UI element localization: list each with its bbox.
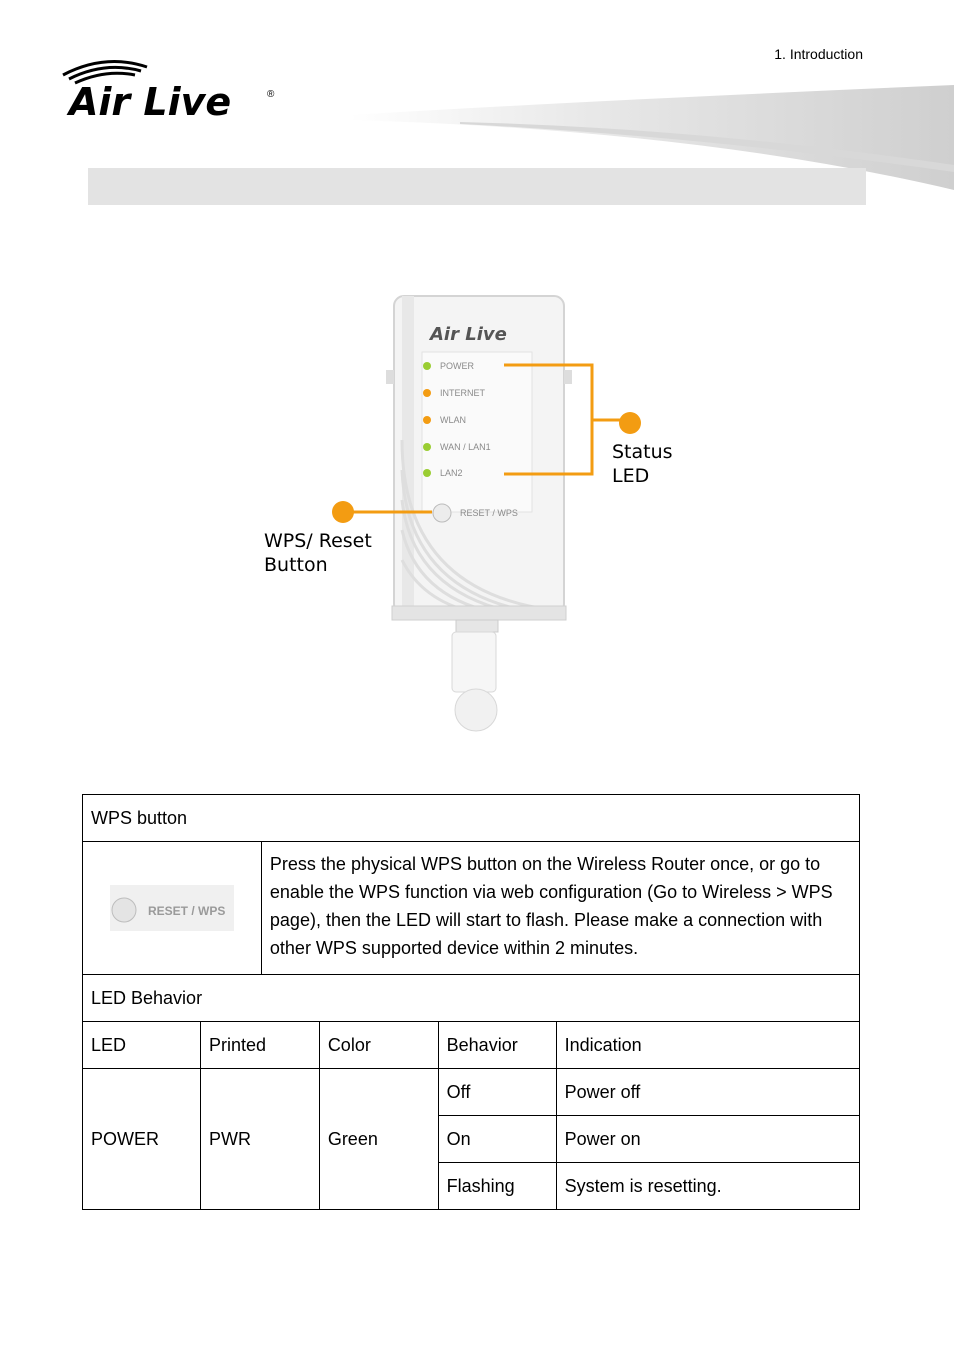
svg-text:Air Live: Air Live bbox=[69, 80, 232, 124]
wps-led-table bbox=[82, 794, 860, 1210]
table-row bbox=[83, 975, 860, 1022]
wps-description: Press the physical WPS button on the Wireless Router once, or go to enable the WPS function via web configuration (Go to Wireless > WPS page), then the LED will start to flash. Please make a connection with other WPS supported device within 2 minutes. bbox=[261, 842, 859, 975]
callout-status-line1: Status bbox=[612, 441, 673, 463]
led-label-internet: INTERNET bbox=[440, 388, 485, 398]
antenna-tip bbox=[455, 689, 497, 731]
led-label-power: POWER bbox=[440, 361, 475, 371]
reset-wps-button-image bbox=[110, 885, 234, 931]
callout-wps-line1: WPS/ Reset bbox=[264, 530, 372, 552]
power-color-cell: Green bbox=[319, 1069, 438, 1210]
wps-heading-cell: WPS button bbox=[83, 795, 860, 842]
led-lan2-indicator bbox=[423, 469, 431, 477]
led-internet-indicator bbox=[423, 389, 431, 397]
led-label-lan2: LAN2 bbox=[440, 468, 463, 478]
led-power-indicator bbox=[423, 362, 431, 370]
behavior-cell: On bbox=[438, 1116, 556, 1163]
table-row bbox=[83, 842, 860, 975]
indication-cell: Power off bbox=[556, 1069, 859, 1116]
led-label-wan: WAN / LAN1 bbox=[440, 442, 491, 452]
led-label-wlan: WLAN bbox=[440, 415, 467, 425]
led-behavior-heading: LED Behavior bbox=[83, 975, 860, 1022]
col-header-color: Color bbox=[319, 1022, 438, 1069]
device-logo: Air Live bbox=[430, 324, 507, 345]
table-row bbox=[83, 1069, 860, 1116]
callout-status-line2: LED bbox=[612, 465, 650, 487]
reset-label: RESET / WPS bbox=[460, 508, 518, 518]
table-header-row bbox=[83, 1022, 860, 1069]
callout-wps-line2: Button bbox=[264, 554, 328, 576]
wps-image-cell bbox=[83, 842, 262, 975]
section-title-bar bbox=[88, 168, 866, 205]
led-wlan-indicator bbox=[423, 416, 431, 424]
indication-cell: Power on bbox=[556, 1116, 859, 1163]
device-figure bbox=[252, 290, 704, 736]
indication-cell: System is resetting. bbox=[556, 1163, 859, 1210]
col-header-behavior: Behavior bbox=[438, 1022, 556, 1069]
led-wan-indicator bbox=[423, 443, 431, 451]
table-row bbox=[83, 795, 860, 842]
svg-text:RESET / WPS: RESET / WPS bbox=[147, 904, 226, 918]
col-header-led: LED bbox=[83, 1022, 201, 1069]
col-header-printed: Printed bbox=[200, 1022, 319, 1069]
power-printed-cell: PWR bbox=[200, 1069, 319, 1210]
behavior-cell: Off bbox=[438, 1069, 556, 1116]
power-led-cell: POWER bbox=[83, 1069, 201, 1210]
reset-button-graphic bbox=[433, 504, 451, 522]
wps-callout-dot bbox=[332, 501, 354, 523]
svg-text:®: ® bbox=[267, 89, 275, 100]
col-header-indication: Indication bbox=[556, 1022, 859, 1069]
status-callout-dot bbox=[619, 412, 641, 434]
chapter-label: 1. Introduction bbox=[774, 46, 863, 62]
behavior-cell: Flashing bbox=[438, 1163, 556, 1210]
